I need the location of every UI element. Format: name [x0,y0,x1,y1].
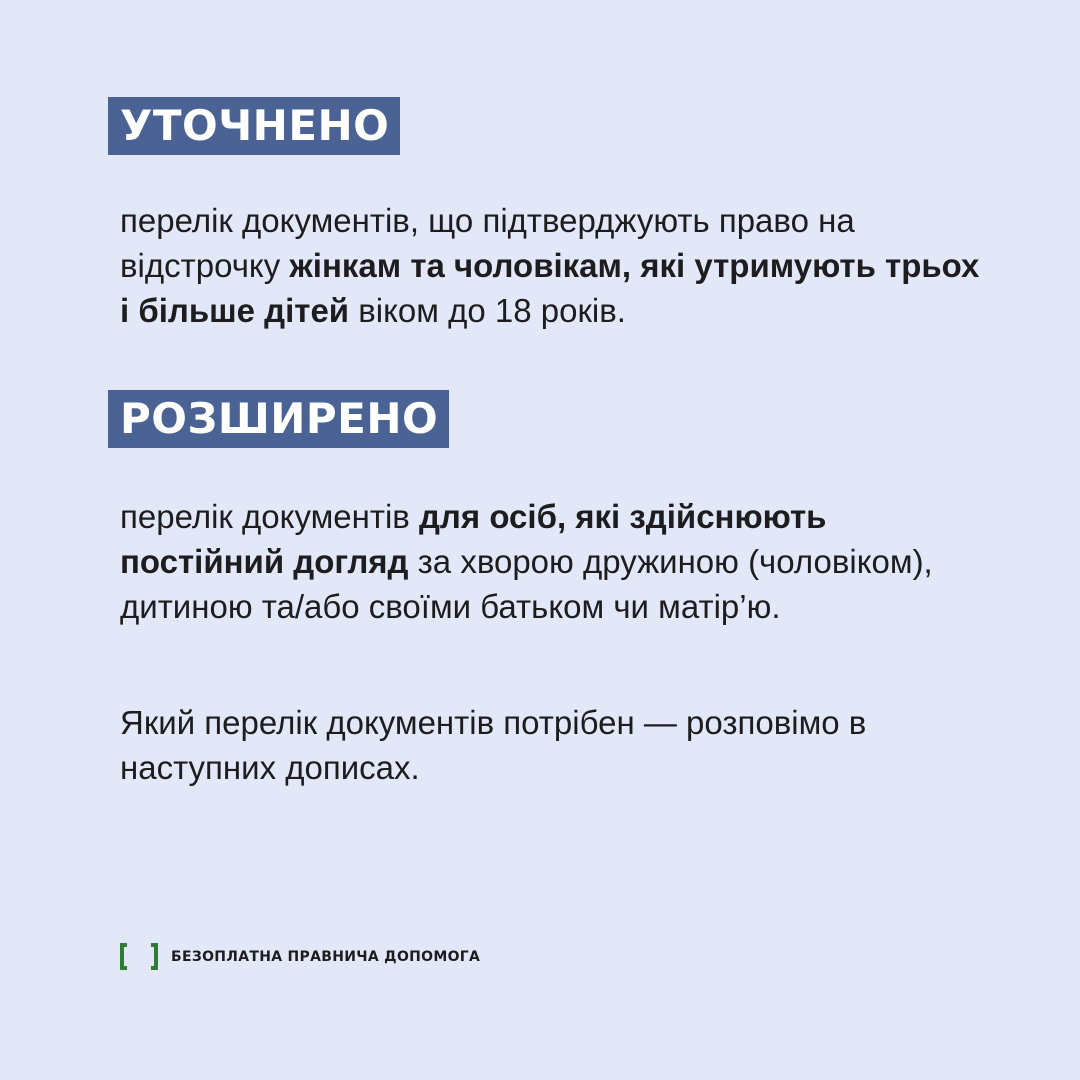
section-text-part: перелік документів [120,498,419,535]
logo-text: БЕЗОПЛАТНА ПРАВНИЧА ДОПОМОГА [171,948,481,965]
section-text-part: перелік документів, що підтверджують право на відстрочку [120,202,855,284]
logo [120,940,480,973]
section-text-emphasis: жінкам та чоловікам, які утримують трьох і більше дітей [120,247,980,329]
section-text-part: за хворою дружиною (чоловіком), дитиною та/або своїми батьком чи матір’ю. [120,543,933,625]
section-text-clarified [120,198,980,333]
section-label-clarified: УТОЧНЕНО [108,97,400,155]
section-text-emphasis: для осіб, які здійснюють постійний догляд [120,498,827,580]
section-label-expanded: РОЗШИРЕНО [108,390,449,448]
section-text-expanded [120,494,980,629]
footer-note: Який перелік документів потрібен — розповімо в наступних дописах. [120,704,867,786]
section-text-part: віком до 18 років. [349,292,626,329]
left-bracket-icon [120,943,127,970]
right-bracket-icon [151,943,158,970]
